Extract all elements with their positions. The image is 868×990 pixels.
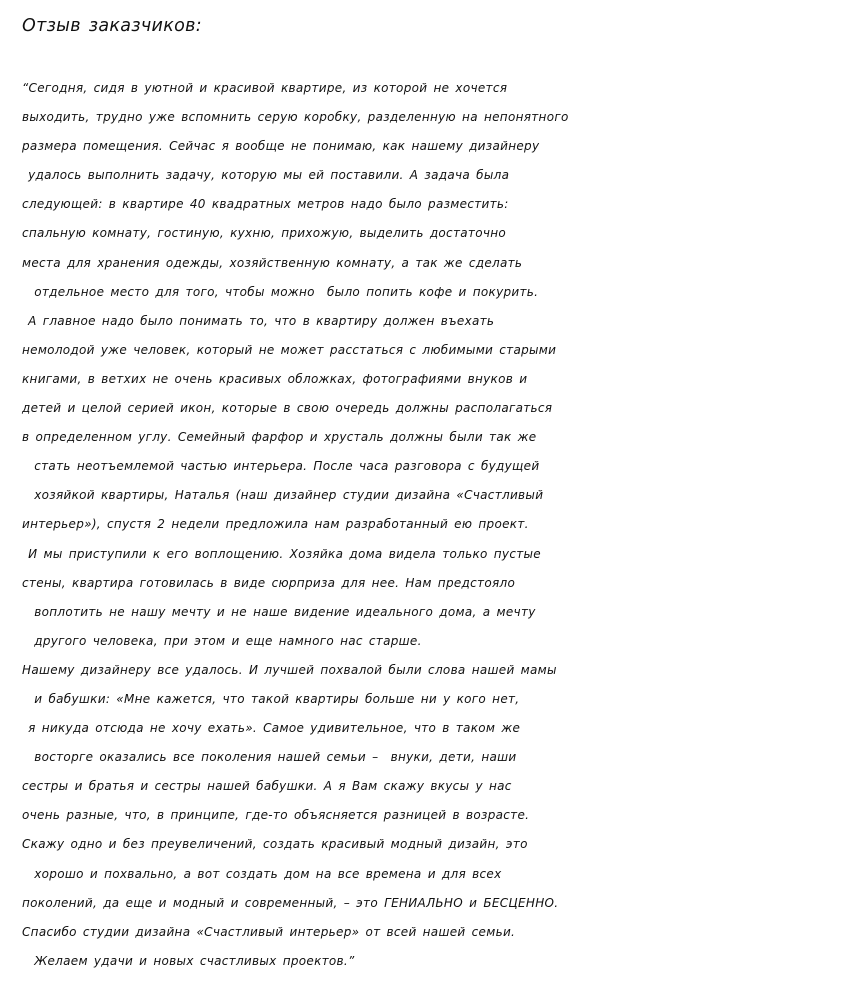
review-line: А главное надо было понимать то, что в квартиру должен въехать [22, 313, 495, 328]
review-line: восторге оказались все поколения нашей семьи – внуки, дети, наши [22, 750, 517, 765]
review-line: И мы приступили к его воплощению. Хозяйка дома видела только пустые [22, 546, 541, 561]
review-line: Скажу одно и без преувеличений, создать красивый модный дизайн, это [22, 837, 528, 852]
review-line: воплотить не нашу мечту и не наше видение идеального дома, а мечту [22, 604, 536, 619]
review-line: места для хранения одежды, хозяйственную комнату, а так же сделать [22, 255, 523, 270]
review-line: я никуда отсюда не хочу ехать». Самое удивительное, что в таком же [22, 721, 521, 736]
review-line: и бабушки: «Мне кажется, что такой квартиры больше ни у кого нет, [22, 691, 520, 706]
review-line: в определенном углу. Семейный фарфор и хрусталь должны были так же [22, 430, 537, 445]
review-line: детей и целой серией икон, которые в свою очередь должны располагаться [22, 401, 553, 416]
review-line: спальную комнату, гостиную, кухню, прихожую, выделить достаточно [22, 226, 507, 241]
review-line: сестры и братья и сестры нашей бабушки. А я Вам скажу вкусы у нас [22, 779, 512, 794]
review-line: книгами, в ветхих не очень красивых обложках, фотографиями внуков и [22, 371, 528, 386]
review-line: хозяйкой квартиры, Наталья (наш дизайнер студии дизайна «Счастливый [22, 488, 544, 503]
review-line: Желаем удачи и новых счастливых проектов.” [22, 953, 355, 968]
review-line: стать неотъемлемой частью интерьера. После часа разговора с будущей [22, 459, 540, 474]
review-line: другого человека, при этом и еще намного нас старше. [22, 633, 422, 648]
review-line: отдельное место для того, чтобы можно было попить кофе и покурить. [22, 284, 539, 299]
review-line: “Сегодня, сидя в уютной и красивой квартире, из которой не хочется [22, 81, 508, 95]
review-line: размера помещения. Сейчас я вообще не понимаю, как нашему дизайнеру [22, 139, 540, 154]
review-line: хорошо и похвально, а вот создать дом на все времена и для всех [22, 866, 502, 881]
review-line: поколений, да еще и модный и современный, – это ГЕНИАЛЬНО и БЕСЦЕННО. [22, 895, 559, 910]
review-line: очень разные, что, в принципе, где-то объясняется разницей в возрасте. [22, 808, 530, 823]
review-line: интерьер»), спустя 2 недели предложила нам разработанный ею проект. [22, 517, 529, 532]
review-line: удалось выполнить задачу, которую мы ей поставили. А задача была [22, 168, 510, 183]
review-line: следующей: в квартире 40 квадратных метров надо было разместить: [22, 197, 509, 212]
review-line: выходить, трудно уже вспомнить серую коробку, разделенную на непонятного [22, 110, 569, 125]
review-line: стены, квартира готовилась в виде сюрприза для нее. Нам предстояло [22, 575, 516, 590]
review-line: немолодой уже человек, который не может расстаться с любимыми старыми [22, 342, 557, 357]
review-line: Спасибо студии дизайна «Счастливый интерьер» от всей нашей семьи. [22, 924, 516, 939]
review-text [0, 74, 868, 976]
review-line: Нашему дизайнеру все удалось. И лучшей похвалой были слова нашей мамы [22, 662, 557, 677]
document-title: Отзыв заказчиков: [22, 16, 202, 36]
